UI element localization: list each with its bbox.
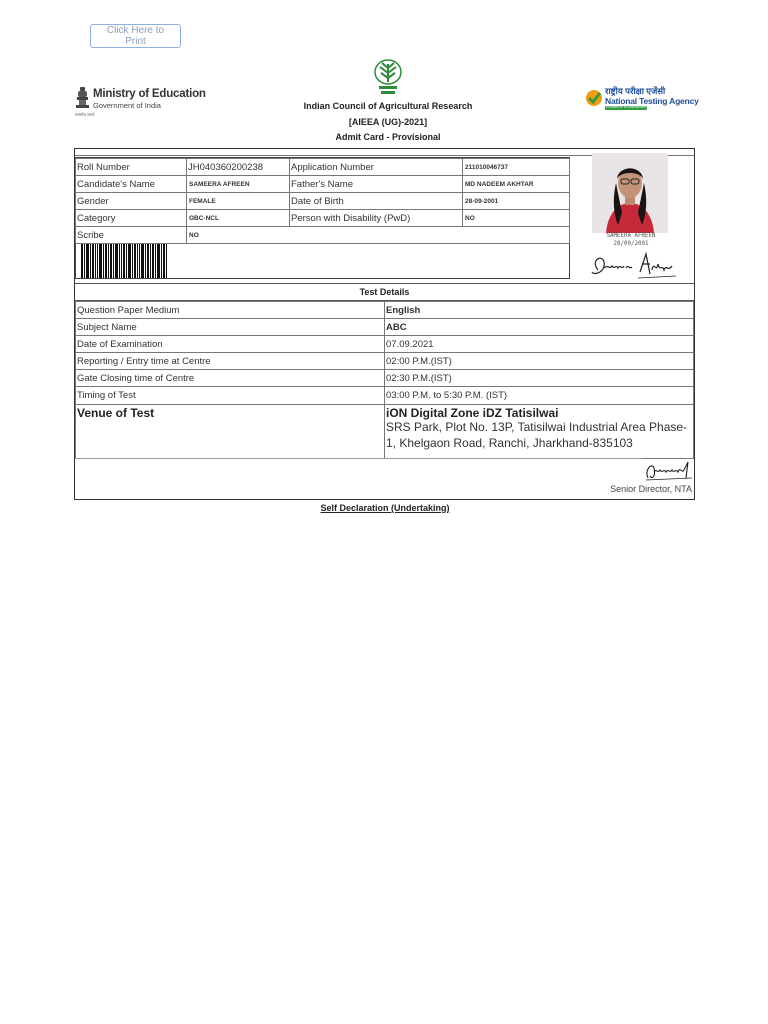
national-emblem-icon bbox=[75, 86, 90, 112]
nta-logo bbox=[585, 86, 697, 114]
candidate-photo bbox=[592, 153, 668, 233]
nta-hindi-name: राष्ट्रीय परीक्षा एजेंसी bbox=[605, 86, 666, 96]
candidate-name-value: SAMEERA AFREEN bbox=[186, 175, 290, 193]
application-number-label: Application Number bbox=[289, 158, 463, 176]
nta-check-icon bbox=[585, 89, 603, 107]
signature-rule bbox=[75, 458, 642, 459]
barcode-icon bbox=[81, 244, 167, 278]
pwd-label: Person with Disability (PwD) bbox=[289, 209, 463, 227]
org-name: Indian Council of Agricultural Research bbox=[303, 101, 473, 111]
reporting-time-value: 02:00 P.M.(IST) bbox=[384, 352, 694, 370]
gate-closing-label: Gate Closing time of Centre bbox=[75, 369, 385, 387]
venue-label: Venue of Test bbox=[75, 404, 385, 459]
subject-name-label: Subject Name bbox=[75, 318, 385, 336]
category-label: Category bbox=[75, 209, 187, 227]
father-name-value: MD NADEEM AKHTAR bbox=[462, 175, 570, 193]
nta-tagline: Excellence in Assessment bbox=[606, 105, 647, 109]
test-details-heading: Test Details bbox=[75, 283, 694, 301]
test-timing-value: 03:00 P.M. to 5:30 P.M. (IST) bbox=[384, 386, 694, 405]
self-declaration-heading: Self Declaration (Undertaking) bbox=[320, 503, 450, 513]
photo-caption-name: SAMEERA AFREEN bbox=[606, 233, 656, 239]
candidate-signature bbox=[588, 250, 680, 282]
gender-value: FEMALE bbox=[186, 192, 290, 210]
exam-name: [AIEEA (UG)-2021] bbox=[348, 116, 428, 127]
card-title: Admit Card - Provisional bbox=[335, 132, 441, 142]
pwd-value: NO bbox=[462, 209, 570, 227]
signatory-label: Senior Director, NTA bbox=[610, 484, 692, 494]
category-value: OBC-NCL bbox=[186, 209, 290, 227]
ministry-of-education-logo bbox=[75, 86, 205, 116]
senior-director-signature bbox=[642, 458, 694, 484]
paper-medium-label: Question Paper Medium bbox=[75, 301, 385, 319]
paper-medium-value: English bbox=[384, 301, 694, 319]
exam-date-value: 07.09.2021 bbox=[384, 335, 694, 353]
dob-label: Date of Birth bbox=[289, 192, 463, 210]
candidate-name-label: Candidate's Name bbox=[75, 175, 187, 193]
gate-closing-value: 02:30 P.M.(IST) bbox=[384, 369, 694, 387]
header-title-block bbox=[288, 99, 488, 146]
nta-english-name: National Testing Agency bbox=[605, 96, 699, 106]
venue-value bbox=[384, 404, 694, 459]
venue-address: SRS Park, Plot No. 13P, Tatisilwai Industrial Area Phase-1, Khelgaon Road, Ranchi, Jharkhand-835103 bbox=[386, 420, 688, 450]
exam-date-label: Date of Examination bbox=[75, 335, 385, 353]
dob-value: 28-09-2001 bbox=[462, 192, 570, 210]
father-name-label: Father's Name bbox=[289, 175, 463, 193]
moe-subtitle: Government of India bbox=[93, 101, 161, 110]
icar-logo-icon bbox=[369, 58, 407, 96]
venue-name: iON Digital Zone iDZ Tatisilwai bbox=[386, 406, 559, 420]
roll-number-label: Roll Number bbox=[75, 158, 187, 176]
photo-caption bbox=[593, 233, 669, 248]
photo-caption-date: 28/09/2001 bbox=[613, 240, 649, 247]
roll-number-value: JH040360200238 bbox=[186, 158, 290, 176]
moe-title: Ministry of Education bbox=[93, 88, 206, 100]
application-number-value: 211010046737 bbox=[462, 158, 570, 176]
reporting-time-label: Reporting / Entry time at Centre bbox=[75, 352, 385, 370]
moe-motto: सत्यमेव जयते bbox=[75, 112, 95, 117]
scribe-value: NO bbox=[186, 226, 570, 244]
test-timing-label: Timing of Test bbox=[75, 386, 385, 405]
scribe-label: Scribe bbox=[75, 226, 187, 244]
gender-label: Gender bbox=[75, 192, 187, 210]
subject-name-value: ABC bbox=[384, 318, 694, 336]
print-button[interactable]: Click Here to Print bbox=[90, 24, 181, 48]
